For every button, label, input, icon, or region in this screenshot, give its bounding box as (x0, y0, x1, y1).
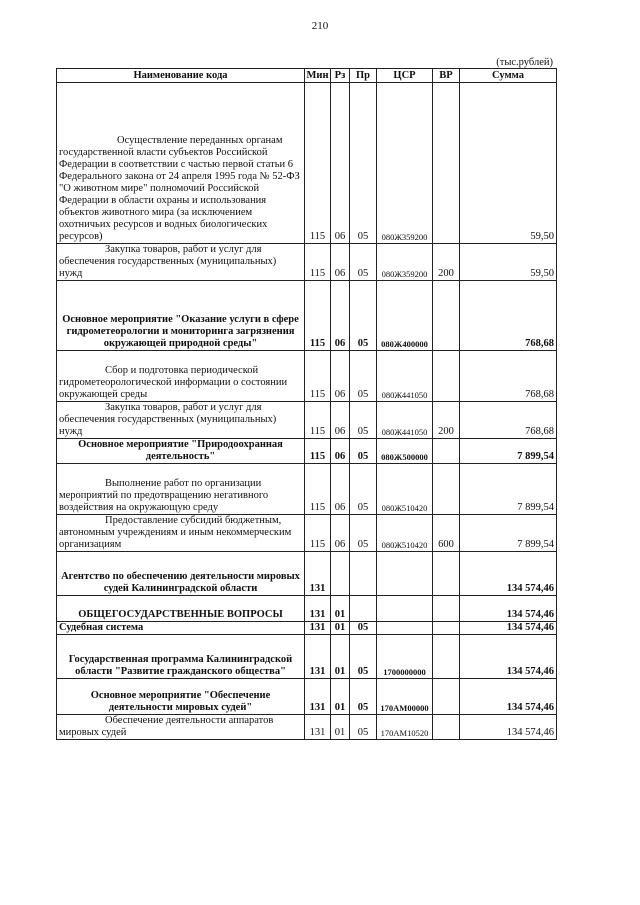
row-min: 131 (305, 635, 331, 679)
row-name (57, 439, 305, 464)
row-rz: 06 (331, 351, 350, 402)
row-name (57, 635, 305, 679)
row-min: 115 (305, 515, 331, 552)
row-name (57, 715, 305, 740)
row-rz: 01 (331, 635, 350, 679)
row-sum: 7 899,54 (460, 515, 557, 552)
row-csr (377, 622, 433, 635)
row-name-text: Закупка товаров, работ и услуг для обеспечения государственных (муниципальных) нужд (59, 402, 277, 437)
row-csr (377, 596, 433, 622)
row-csr: 080Ж441050 (377, 351, 433, 402)
row-csr: 1700000000 (377, 635, 433, 679)
row-rz: 06 (331, 244, 350, 281)
row-rz: 06 (331, 515, 350, 552)
row-sum: 768,68 (460, 351, 557, 402)
row-vr (433, 596, 460, 622)
row-csr: 080Ж359200 (377, 83, 433, 244)
row-name (57, 281, 305, 351)
row-vr (433, 715, 460, 740)
row-min: 115 (305, 83, 331, 244)
row-pr: 05 (350, 464, 377, 515)
row-sum: 134 574,46 (460, 622, 557, 635)
row-name-text: Основное мероприятие "Оказание услуги в сфере гидрометеорологии и мониторинга загрязнения окружающей природной среды" (62, 314, 299, 349)
row-name-text: Агентство по обеспечению деятельности мировых судей Калининградской области (61, 571, 300, 594)
row-name (57, 622, 305, 635)
row-rz: 01 (331, 622, 350, 635)
row-rz: 06 (331, 439, 350, 464)
budget-table (56, 68, 557, 740)
row-name (57, 596, 305, 622)
row-min: 131 (305, 596, 331, 622)
header-sum: Сумма (460, 69, 557, 83)
table-row (57, 83, 557, 244)
row-name-text: Закупка товаров, работ и услуг для обеспечения государственных (муниципальных) нужд (59, 244, 277, 279)
row-pr: 05 (350, 622, 377, 635)
row-sum: 7 899,54 (460, 464, 557, 515)
row-min: 131 (305, 622, 331, 635)
row-vr (433, 281, 460, 351)
table-row (57, 351, 557, 402)
table-row (57, 679, 557, 715)
row-vr (433, 552, 460, 596)
page-number: 210 (311, 20, 329, 32)
table-row (57, 715, 557, 740)
table-row (57, 244, 557, 281)
table-row (57, 596, 557, 622)
row-min: 115 (305, 281, 331, 351)
row-vr: 200 (433, 244, 460, 281)
row-name-text: ОБЩЕГОСУДАРСТВЕННЫЕ ВОПРОСЫ (78, 609, 283, 620)
table-row (57, 635, 557, 679)
units-label: (тыс.рублей) (496, 57, 553, 68)
row-min: 115 (305, 402, 331, 439)
row-min: 115 (305, 464, 331, 515)
row-vr: 200 (433, 402, 460, 439)
row-name-text: Основное мероприятие "Обеспечение деятельности мировых судей" (90, 690, 271, 713)
table-row (57, 281, 557, 351)
table-row (57, 622, 557, 635)
row-name (57, 351, 305, 402)
row-pr: 05 (350, 244, 377, 281)
row-csr: 080Ж510420 (377, 464, 433, 515)
row-pr: 05 (350, 402, 377, 439)
row-min: 131 (305, 679, 331, 715)
row-csr: 080Ж400000 (377, 281, 433, 351)
table-row (57, 515, 557, 552)
table-row (57, 439, 557, 464)
row-rz: 01 (331, 679, 350, 715)
row-vr: 600 (433, 515, 460, 552)
row-sum: 134 574,46 (460, 596, 557, 622)
row-rz: 01 (331, 715, 350, 740)
header-min: Мин (306, 69, 329, 81)
row-name-text: Основное мероприятие "Природоохранная деятельность" (78, 439, 283, 462)
row-pr: 05 (350, 281, 377, 351)
row-rz: 01 (331, 596, 350, 622)
row-rz: 06 (331, 402, 350, 439)
row-vr (433, 464, 460, 515)
row-name-text: Обеспечение деятельности аппаратов мировых судей (59, 715, 274, 738)
row-pr: 05 (350, 635, 377, 679)
row-vr (433, 635, 460, 679)
row-csr: 080Ж500000 (377, 439, 433, 464)
table-row (57, 402, 557, 439)
row-min: 115 (305, 244, 331, 281)
row-name-text: Предоставление субсидий бюджетным, автономным учреждениям и иным некоммерческим организациям (59, 515, 292, 550)
header-csr: ЦСР (377, 69, 433, 83)
row-csr: 170АМ10520 (377, 715, 433, 740)
row-pr: 05 (350, 679, 377, 715)
row-pr (350, 596, 377, 622)
row-rz (331, 552, 350, 596)
row-name (57, 402, 305, 439)
row-sum: 768,68 (460, 281, 557, 351)
row-sum: 768,68 (460, 402, 557, 439)
row-csr: 170АМ00000 (377, 679, 433, 715)
row-vr (433, 679, 460, 715)
row-csr (377, 552, 433, 596)
row-name (57, 83, 305, 244)
row-sum: 134 574,46 (460, 715, 557, 740)
row-min: 115 (305, 439, 331, 464)
row-sum: 59,50 (460, 244, 557, 281)
row-sum: 134 574,46 (460, 635, 557, 679)
row-csr: 080Ж441050 (377, 402, 433, 439)
row-vr (433, 83, 460, 244)
row-name (57, 464, 305, 515)
row-sum: 134 574,46 (460, 679, 557, 715)
table-row (57, 552, 557, 596)
row-pr: 05 (350, 439, 377, 464)
header-name: Наименование кода (57, 69, 305, 83)
row-name-text: Выполнение работ по организации мероприятий по предотвращению негативного воздействия на окружающую среду (59, 478, 269, 513)
row-name (57, 515, 305, 552)
row-name (57, 679, 305, 715)
header-vr: ВР (433, 69, 460, 83)
row-name (57, 552, 305, 596)
row-name-text: Осуществление переданных органам государственной власти субъектов Российской Федерации в соответствии с частью первой статьи 6 Федерального закона от 24 апреля 1995 года № 52-ФЗ "О животном мире" полномочий Российской Федерации в области охраны и использования объектов животного мира (за исключением охотничьих ресурсов и водных биологических ресурсов) (59, 135, 300, 242)
row-vr (433, 439, 460, 464)
row-sum: 134 574,46 (460, 552, 557, 596)
row-min: 131 (305, 552, 331, 596)
row-pr: 05 (350, 515, 377, 552)
row-pr (350, 552, 377, 596)
row-min: 115 (305, 351, 331, 402)
row-pr: 05 (350, 351, 377, 402)
header-pr: Пр (350, 69, 377, 83)
row-vr (433, 351, 460, 402)
table-row (57, 464, 557, 515)
row-min: 131 (305, 715, 331, 740)
row-name-text: Судебная система (59, 622, 144, 633)
row-rz: 06 (331, 83, 350, 244)
row-sum: 59,50 (460, 83, 557, 244)
row-pr: 05 (350, 83, 377, 244)
header-row (57, 69, 557, 83)
header-rz: Рз (331, 69, 350, 83)
row-name-text: Государственная программа Калининградской области "Развитие гражданского общества" (68, 654, 293, 677)
row-vr (433, 622, 460, 635)
row-sum: 7 899,54 (460, 439, 557, 464)
row-rz: 06 (331, 281, 350, 351)
row-rz: 06 (331, 464, 350, 515)
row-csr: 080Ж359200 (377, 244, 433, 281)
row-name (57, 244, 305, 281)
row-csr: 080Ж510420 (377, 515, 433, 552)
row-name-text: Сбор и подготовка периодической гидрометеорологической информации о состоянии окружающей среды (59, 365, 288, 400)
row-pr: 05 (350, 715, 377, 740)
